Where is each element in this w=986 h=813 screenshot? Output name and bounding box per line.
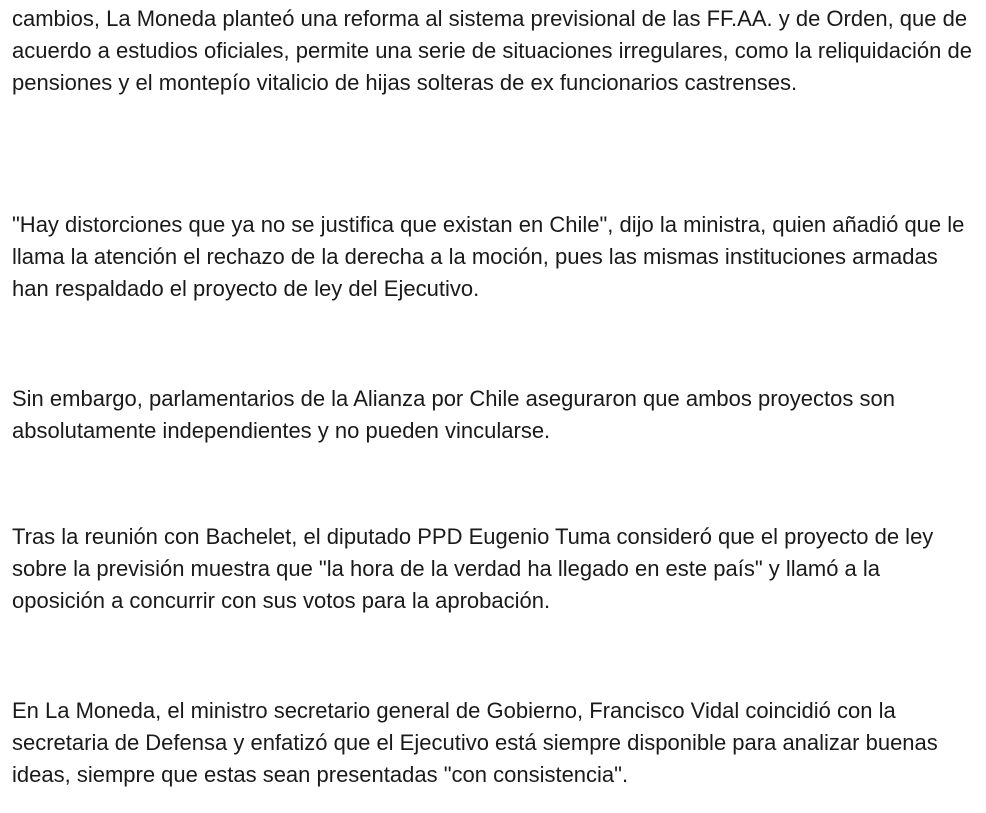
article-paragraph: Sin embargo, parlamentarios de la Alianza por Chile aseguraron que ambos proyectos son absolutamente independientes y no pueden vincularse. [12,386,895,443]
article-paragraph: cambios, La Moneda planteó una reforma al sistema previsional de las FF.AA. y de Orden, que de acuerdo a estudios oficiales, permite una serie de situaciones irregulares, como la reliquidación de pensiones y el montepío vitalicio de hijas solteras de ex funcionarios castrenses. [12,6,972,95]
article-paragraph: En La Moneda, el ministro secretario general de Gobierno, Francisco Vidal coincidió con la secretaria de Defensa y enfatizó que el Ejecutivo está siempre disponible para analizar buenas ideas, siempre que estas sean presentadas "con consistencia". [12,698,938,787]
article-paragraph: Tras la reunión con Bachelet, el diputado PPD Eugenio Tuma consideró que el proyecto de ley sobre la previsión muestra que "la hora de la verdad ha llegado en este país" y llamó a la oposición a concurrir con sus votos para la aprobación. [12,524,934,613]
article-paragraph: "Hay distorciones que ya no se justifica que existan en Chile", dijo la ministra, quien añadió que le llama la atención el rechazo de la derecha a la moción, pues las mismas instituciones armadas han respaldado el proyecto de ley del Ejecutivo. [12,212,965,301]
